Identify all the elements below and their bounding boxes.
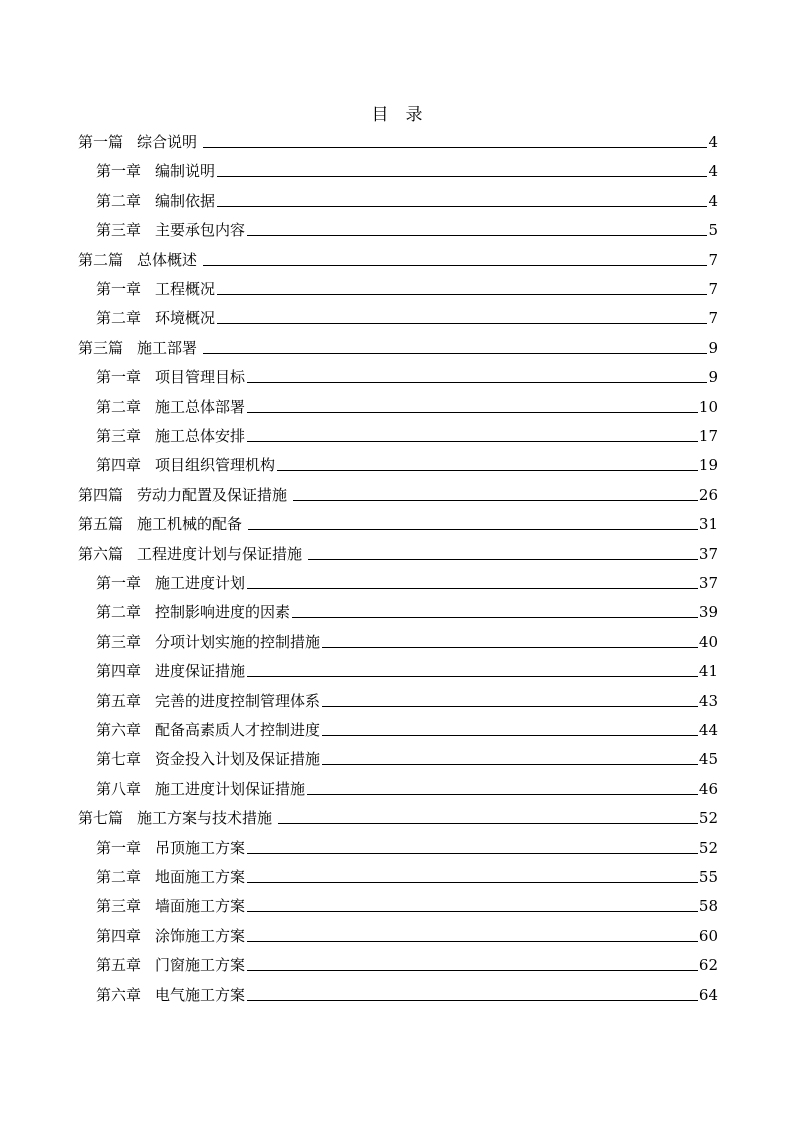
toc-entry-title: 分项计划实施的控制措施 [155, 632, 321, 651]
toc-entry-number: 第三章 [96, 427, 142, 445]
toc-chapter-entry[interactable] [96, 892, 718, 916]
toc-leader-line [247, 675, 698, 677]
toc-chapter-entry[interactable] [96, 157, 718, 181]
toc-page-number: 62 [698, 956, 718, 975]
toc-entry-title: 资金投入计划及保证措施 [155, 750, 321, 769]
toc-entry-title: 环境概况 [155, 309, 216, 328]
toc-chapter-entry[interactable] [96, 981, 718, 1005]
toc-chapter-entry[interactable] [96, 657, 718, 681]
toc-page-number: 58 [698, 897, 718, 916]
toc-entry-number: 第二章 [96, 603, 142, 622]
toc-part-entry[interactable] [78, 510, 718, 534]
toc-page-number: 52 [698, 838, 718, 857]
toc-entry-number: 第六章 [96, 721, 142, 739]
toc-page-number: 9 [708, 338, 718, 357]
toc-entry-number: 第五篇 [78, 515, 124, 534]
toc-chapter-entry[interactable] [96, 951, 718, 975]
toc-page-number: 64 [698, 985, 718, 1004]
toc-chapter-entry[interactable] [96, 569, 718, 593]
toc-entry-title: 工程进度计划与保证措施 [137, 544, 303, 563]
toc-entry-title: 项目管理目标 [155, 368, 246, 387]
toc-entry-title: 施工总体安排 [155, 427, 246, 445]
toc-page-number: 5 [708, 221, 718, 240]
toc-entry-title: 电气施工方案 [155, 985, 246, 1004]
toc-entry-title: 施工机械的配备 [137, 515, 243, 534]
toc-leader-line [247, 969, 698, 971]
toc-entry-title: 主要承包内容 [155, 221, 246, 240]
toc-entry-number: 第二章 [96, 397, 142, 416]
toc-entry-number: 第八章 [96, 779, 142, 798]
toc-chapter-entry[interactable] [96, 363, 718, 387]
toc-page-number: 37 [698, 544, 718, 563]
toc-entry-title: 综合说明 [137, 133, 198, 151]
toc-entry-number: 第二篇 [78, 250, 124, 269]
toc-leader-line [217, 293, 707, 295]
toc-leader-line [248, 528, 698, 530]
toc-page-number: 7 [708, 280, 718, 298]
toc-leader-line [308, 558, 698, 560]
toc-leader-line [203, 146, 707, 148]
toc-leader-line [203, 352, 707, 354]
toc-part-entry[interactable] [78, 481, 718, 505]
toc-leader-line [247, 587, 698, 589]
toc-page-number: 41 [698, 662, 718, 681]
toc-leader-line [292, 616, 698, 618]
toc-entry-number: 第三章 [96, 221, 142, 240]
toc-entry-title: 进度保证措施 [155, 662, 246, 681]
toc-entry-number: 第五章 [96, 956, 142, 975]
toc-part-entry[interactable] [78, 540, 718, 564]
toc-entry-number: 第二章 [96, 191, 142, 210]
toc-entry-number: 第一章 [96, 280, 142, 298]
toc-page-number: 4 [708, 191, 718, 210]
toc-entry-title: 劳动力配置及保证措施 [137, 485, 288, 504]
toc-entry-title: 吊顶施工方案 [155, 838, 246, 857]
toc-entry-number: 第一章 [96, 838, 142, 857]
toc-chapter-entry[interactable] [96, 187, 718, 211]
toc-page-number: 46 [698, 779, 718, 798]
toc-entry-title: 施工方案与技术措施 [137, 809, 273, 828]
toc-part-entry[interactable] [78, 804, 718, 828]
toc-page-number: 7 [708, 309, 718, 328]
toc-page-number: 37 [698, 574, 718, 592]
toc-page-number: 45 [698, 750, 718, 769]
toc-leader-line [293, 499, 698, 501]
toc-page-number: 43 [698, 691, 718, 710]
toc-entry-number: 第四章 [96, 926, 142, 945]
toc-entry-number: 第二章 [96, 868, 142, 886]
toc-entry-number: 第四章 [96, 662, 142, 681]
toc-entry-title: 涂饰施工方案 [155, 926, 246, 945]
toc-chapter-entry[interactable] [96, 628, 718, 652]
toc-page-number: 44 [698, 721, 718, 739]
toc-chapter-entry[interactable] [96, 775, 718, 799]
toc-chapter-entry[interactable] [96, 716, 718, 740]
toc-leader-line [247, 999, 698, 1001]
toc-leader-line [322, 763, 698, 765]
toc-entry-title: 完善的进度控制管理体系 [155, 691, 321, 710]
toc-chapter-entry[interactable] [96, 275, 718, 299]
toc-entry-number: 第三章 [96, 897, 142, 916]
toc-entry-title: 总体概述 [137, 250, 198, 269]
toc-page-number: 39 [698, 603, 718, 622]
toc-entry-number: 第四篇 [78, 485, 124, 504]
toc-entry-title: 施工总体部署 [155, 397, 246, 416]
toc-entry-number: 第六章 [96, 985, 142, 1004]
toc-entry-title: 地面施工方案 [155, 868, 246, 886]
toc-leader-line [247, 440, 698, 442]
toc-entry-number: 第一篇 [78, 133, 124, 151]
toc-page-number: 4 [708, 162, 718, 181]
toc-page-number: 19 [698, 456, 718, 475]
toc-entry-number: 第四章 [96, 456, 142, 475]
toc-part-entry[interactable] [78, 128, 718, 152]
toc-page-number: 40 [698, 632, 718, 651]
toc-leader-line [247, 852, 698, 854]
toc-leader-line [322, 705, 698, 707]
toc-leader-line [217, 322, 707, 324]
toc-entry-title: 项目组织管理机构 [155, 456, 276, 475]
toc-chapter-entry[interactable] [96, 863, 718, 887]
toc-entry-number: 第一章 [96, 368, 142, 387]
toc-entry-number: 第五章 [96, 691, 142, 710]
toc-page-number: 26 [698, 485, 718, 504]
toc-leader-line [278, 822, 698, 824]
toc-chapter-entry[interactable] [96, 422, 718, 446]
toc-leader-line [247, 234, 707, 236]
toc-page-number: 31 [698, 515, 718, 534]
toc-page-number: 52 [698, 809, 718, 828]
toc-entry-number: 第二章 [96, 309, 142, 328]
toc-leader-line [203, 264, 707, 266]
toc-part-entry[interactable] [78, 334, 718, 358]
toc-entry-number: 第六篇 [78, 544, 124, 563]
toc-chapter-entry[interactable] [96, 216, 718, 240]
toc-chapter-entry[interactable] [96, 687, 718, 711]
toc-entry-title: 门窗施工方案 [155, 956, 246, 975]
toc-leader-line [322, 734, 698, 736]
toc-chapter-entry[interactable] [96, 304, 718, 328]
toc-page-number: 17 [698, 427, 718, 445]
toc-leader-line [247, 910, 698, 912]
toc-leader-line [277, 469, 698, 471]
toc-chapter-entry[interactable] [96, 451, 718, 475]
page-title: 目 录 [371, 105, 423, 125]
toc-leader-line [247, 381, 707, 383]
toc-chapter-entry[interactable] [96, 745, 718, 769]
toc-leader-line [217, 205, 707, 207]
toc-entry-number: 第一章 [96, 574, 142, 592]
toc-page-number: 9 [708, 368, 718, 387]
toc-entry-title: 墙面施工方案 [155, 897, 246, 916]
toc-entry-title: 施工进度计划 [155, 574, 246, 592]
toc-part-entry[interactable] [78, 246, 718, 270]
toc-leader-line [217, 175, 707, 177]
toc-page-number: 55 [698, 868, 718, 886]
toc-entry-title: 控制影响进度的因素 [155, 603, 291, 622]
toc-entry-title: 工程概况 [155, 280, 216, 298]
toc-entry-title: 编制依据 [155, 191, 216, 210]
toc-chapter-entry[interactable] [96, 393, 718, 417]
toc-chapter-entry[interactable] [96, 598, 718, 622]
toc-entry-title: 施工部署 [137, 338, 198, 357]
toc-entry-title: 施工进度计划保证措施 [155, 779, 306, 798]
toc-leader-line [247, 411, 698, 413]
toc-chapter-entry[interactable] [96, 922, 718, 946]
toc-entry-number: 第一章 [96, 162, 142, 181]
toc-entry-title: 编制说明 [155, 162, 216, 181]
toc-entry-number: 第七篇 [78, 809, 124, 828]
toc-page-number: 10 [698, 397, 718, 416]
toc-chapter-entry[interactable] [96, 834, 718, 858]
toc-leader-line [247, 881, 698, 883]
toc-entry-title: 配备高素质人才控制进度 [155, 721, 321, 739]
toc-entry-number: 第七章 [96, 750, 142, 769]
toc-entry-number: 第三篇 [78, 338, 124, 357]
toc-entry-number: 第三章 [96, 632, 142, 651]
toc-page-number: 7 [708, 250, 718, 269]
toc-leader-line [322, 646, 698, 648]
toc-leader-line [247, 940, 698, 942]
toc-leader-line [307, 793, 698, 795]
toc-page-number: 4 [708, 133, 718, 151]
toc-page-number: 60 [698, 926, 718, 945]
